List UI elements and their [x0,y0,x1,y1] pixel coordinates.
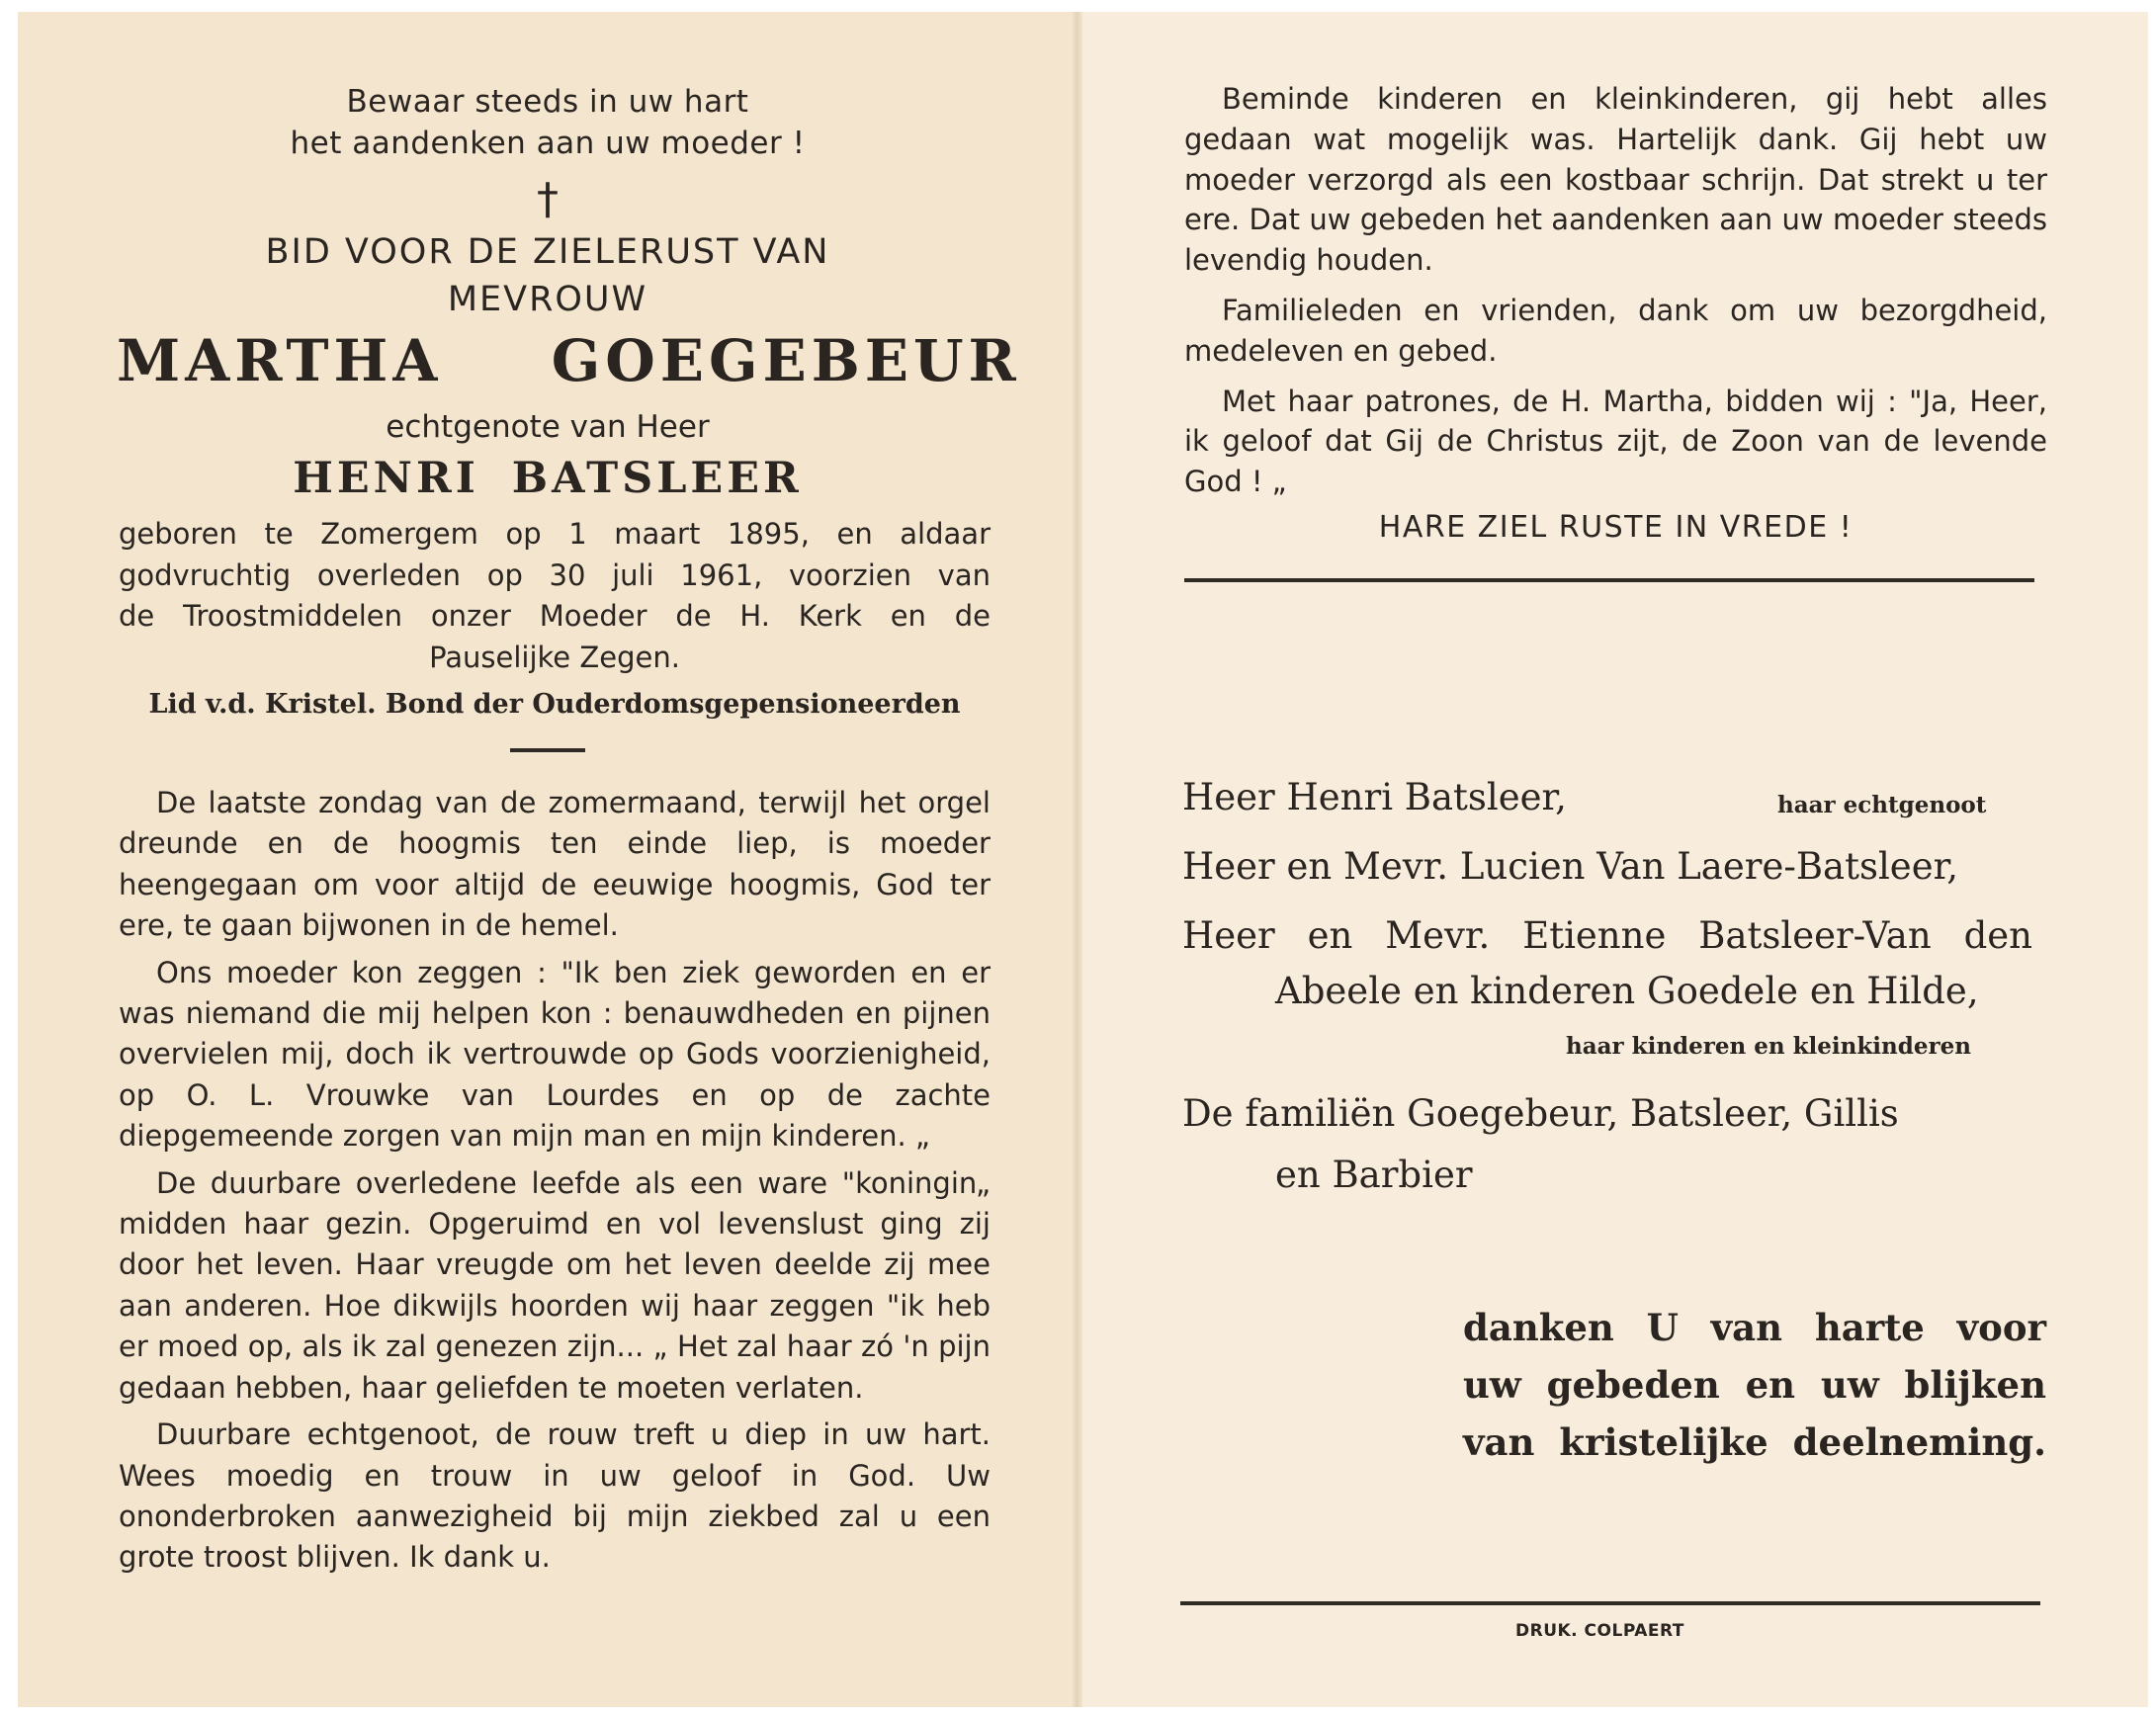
header-line: het aandenken aan uw moeder ! [290,126,806,161]
remembrance-header [18,81,1078,164]
divider [1184,578,2034,582]
title-mevrouw: MEVROUW [447,280,648,319]
pray-line: BID VOOR DE ZIELERUST VAN [265,232,830,272]
membership-line: Lid v.d. Kristel. Bond der Ouderdomsgepensioneerden [148,689,961,720]
spouse-of-label: echtgenote van Heer [386,409,710,445]
paragraph: Familieleden en vrienden, dank om uw bezorgdheid, medeleven en gebed. [1184,293,2047,368]
memorial-card [18,12,2148,1707]
cross-icon: † [537,174,559,224]
printer-credit: DRUK. COLPAERT [1515,1621,1684,1641]
bio-line: de Troostmiddelen onzer Moeder de H. Kerk en de [119,599,991,633]
bio-line: geboren te Zomergem op 1 maart 1895, en aldaar [119,517,991,551]
paragraph: Beminde kinderen en kleinkinderen, gij hebt alles gedaan wat mogelijk was. Hartelijk dank. Gij hebt uw moeder verzorgd als een kostbaar schrijn. Dat strekt u ter ere. Dat uw gebeden het aandenken aan uw moeder steeds levendig houden. [1184,82,2047,278]
children-role: haar kinderen en kleinkinderen [1566,1033,1971,1060]
child-line: Heer en Mevr. Etienne Batsleer-Van den [1182,914,2032,957]
child-line: Heer en Mevr. Lucien Van Laere-Batsleer, [1182,845,1958,888]
families-line: De familiën Goegebeur, Batsleer, Gillis [1182,1092,1899,1135]
header-line: Bewaar steeds in uw hart [346,84,749,120]
spouse-name: HENRI BATSLEER [293,454,803,503]
paragraph: De laatste zondag van de zomermaand, terwijl het orgel dreunde en de hoogmis ten einde liep, is moeder heengegaan om voor altijd de eeuwige hoogmis, God ter ere, te gaan bijwonen in de hemel. [119,786,991,943]
paragraph: Duurbare echtgenoot, de rouw treft u diep in uw hart. Wees moedig en trouw in uw geloof in God. Uw ononderbroken aanwezigheid bij mijn ziekbed zal u een grote troost blijven. Ik dank u. [119,1417,991,1575]
husband-role: haar echtgenoot [1777,792,1987,818]
thanks-line: van kristelijke deelneming. [1463,1420,2046,1464]
closing-thanks [1463,1299,2046,1471]
biography [119,514,991,678]
paragraph: Met haar patrones, de H. Martha, bidden wij : "Ja, Heer, ik geloof dat Gij de Christus zijt, de Zoon van de levende God ! „ [1184,384,2047,499]
bio-line: Pauselijke Zegen. [429,640,680,674]
families-line: en Barbier [1275,1154,1473,1196]
deceased-name: MARTHA GOEGEBEUR [117,327,1021,394]
rest-in-peace: HARE ZIEL RUSTE IN VREDE ! [1378,510,1854,545]
thanks-line: danken U van harte voor [1463,1306,2046,1349]
divider [1180,1601,2040,1605]
memorial-text [119,783,991,1585]
paragraph: Ons moeder kon zeggen : "Ik ben ziek geworden en er was niemand die mij helpen kon : benauwdheden en pijnen overvielen mij, doch ik vertrouwde op Gods voorzienigheid, op O. L. Vrouwke van Lourdes en op de zachte diepgemeende zorgen van mijn man en mijn kinderen. „ [119,955,991,1154]
bio-line: godvruchtig overleden op 30 juli 1961, voorzien van [119,557,991,592]
paragraph: De duurbare overledene leefde als een ware "koningin„ midden haar gezin. Opgeruimd en vol levenslust ging zij door het leven. Haar vreugde om het leven deelde zij mee aan anderen. Hoe dikwijls hoorden wij haar zeggen "ik heb er moed op, als ik zal genezen zijn... „ Het zal haar zó 'n pijn gedaan hebben, haar geliefden te moeten verlaten. [119,1165,991,1405]
thanks-line: uw gebeden en uw blijken [1463,1363,2046,1407]
thanks-text [1184,79,2047,512]
husband-name: Heer Henri Batsleer, [1182,776,1567,818]
divider [510,748,585,752]
child-line: Abeele en kinderen Goedele en Hilde, [1275,970,1979,1012]
